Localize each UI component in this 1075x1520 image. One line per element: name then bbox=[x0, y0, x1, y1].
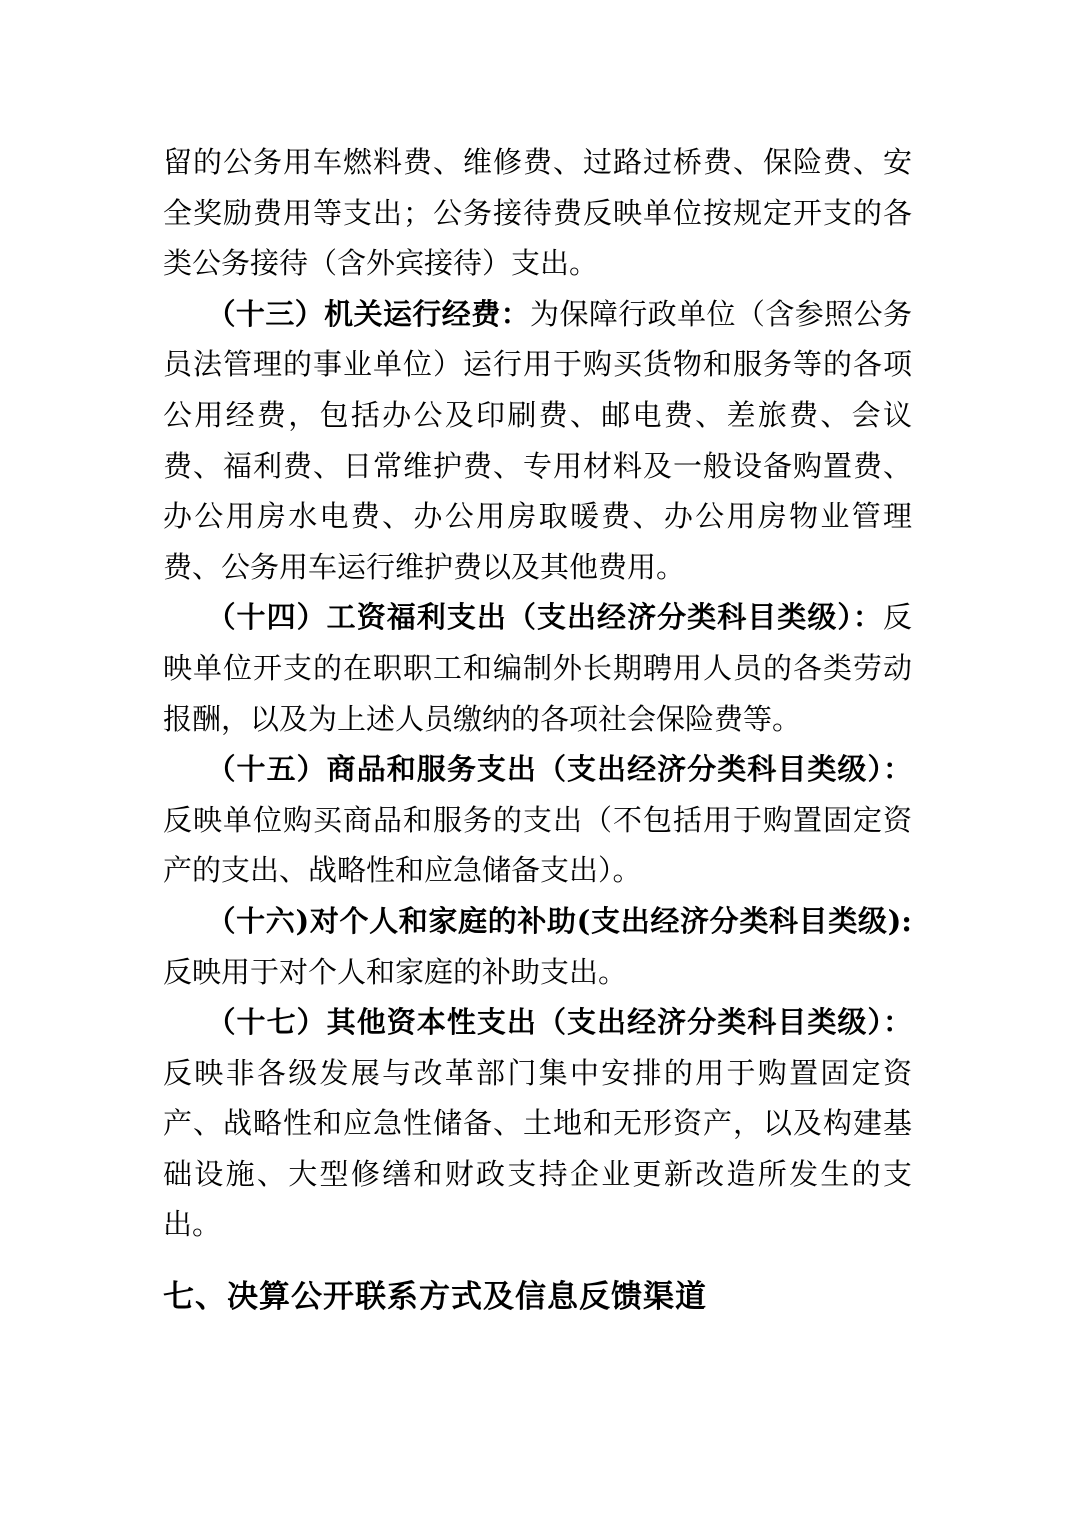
paragraph-text: 反映用于对个人和家庭的补助支出。 bbox=[163, 954, 628, 989]
paragraph-text: 反映非各级发展与改革部门集中安排的用于购置固定资产、战略性和应急性储备、土地和无形资产，以及构建基础设施、大型修缮和财政支持企业更新改造所发生的支出。 bbox=[163, 1055, 912, 1242]
paragraph-lead: （十六)对个人和家庭的补助(支出经济分类科目类级): bbox=[206, 903, 912, 938]
paragraph-text: 反映单位购买商品和服务的支出（不包括用于购置固定资产的支出、战略性和应急储备支出）。 bbox=[163, 802, 912, 888]
paragraph-carryover bbox=[163, 137, 912, 289]
paragraph-item-14 bbox=[163, 592, 912, 744]
paragraph-text: 为保障行政单位（含参照公务员法管理的事业单位）运行用于购买货物和服务等的各项公用经费，包括办公及印刷费、邮电费、差旅费、会议费、福利费、日常维护费、专用材料及一般设备购置费、办公用房水电费、办公用房取暖费、办公用房物业管理费、公务用车运行维护费以及其他费用。 bbox=[163, 296, 912, 584]
paragraph-lead: （十五）商品和服务支出（支出经济分类科目类级）： bbox=[206, 752, 912, 787]
paragraph-lead: （十四）工资福利支出（支出经济分类科目类级）： bbox=[206, 600, 883, 635]
paragraph-item-16 bbox=[163, 896, 912, 997]
paragraph-lead: （十七）其他资本性支出（支出经济分类科目类级）： bbox=[206, 1005, 912, 1040]
paragraph-text: 留的公务用车燃料费、维修费、过路过桥费、保险费、安全奖励费用等支出；公务接待费反映单位按规定开支的各类公务接待（含外宾接待）支出。 bbox=[163, 145, 912, 281]
paragraph-lead: （十三）机关运行经费： bbox=[206, 296, 531, 331]
section-heading: 七、决算公开联系方式及信息反馈渠道 bbox=[163, 1279, 707, 1316]
paragraph-item-15 bbox=[163, 744, 912, 896]
paragraph-item-13 bbox=[163, 289, 912, 593]
paragraph-item-17 bbox=[163, 997, 912, 1250]
paragraph-text: 反映单位开支的在职职工和编制外长期聘用人员的各类劳动报酬，以及为上述人员缴纳的各项社会保险费等。 bbox=[163, 600, 912, 736]
